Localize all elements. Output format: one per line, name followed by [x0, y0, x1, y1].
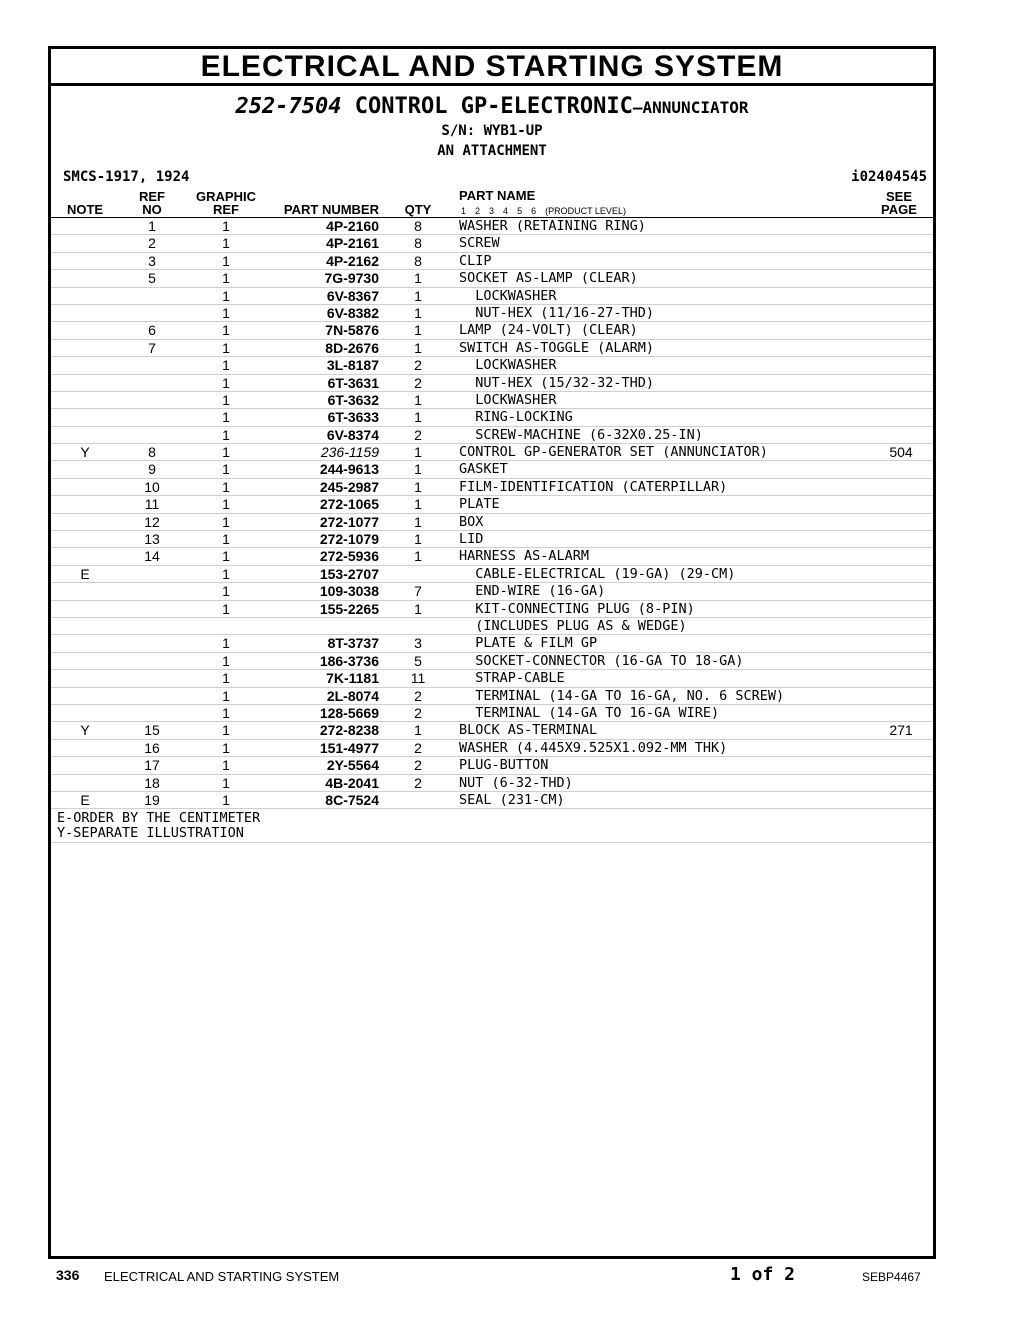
table-row: [51, 305, 933, 322]
illustration-id: i02404545: [851, 169, 927, 185]
row-graphic-ref: 1: [222, 565, 230, 582]
row-part-name: NUT (6-32-THD): [459, 774, 573, 791]
row-part-number: 2L-8074: [326, 687, 379, 704]
row-part-number: 3L-8187: [326, 357, 379, 374]
level-label: (PRODUCT LEVEL): [545, 206, 626, 216]
row-part-name: LID: [459, 531, 484, 548]
row-graphic-ref: 1: [222, 339, 230, 356]
row-part-number: 6T-3632: [327, 391, 379, 408]
row-graphic-ref: 1: [222, 478, 230, 495]
row-ref-no: 11: [144, 496, 160, 513]
row-part-number: 272-5936: [319, 548, 379, 565]
row-qty: 11: [410, 670, 426, 687]
row-part-name: PLATE: [459, 496, 500, 513]
row-qty: 1: [414, 600, 422, 617]
row-qty: 2: [414, 739, 422, 756]
note-line: Y-SEPARATE ILLUSTRATION: [57, 825, 244, 842]
row-ref-no: 18: [144, 774, 160, 791]
row-graphic-ref: 1: [222, 322, 230, 339]
row-part-name: WASHER (RETAINING RING): [459, 218, 646, 234]
row-part-number: 8C-7524: [325, 791, 379, 808]
table-row: [51, 618, 933, 635]
row-qty: 1: [414, 548, 422, 565]
table-row: [51, 775, 933, 792]
row-ref-no: 1: [148, 218, 156, 234]
row-part-number: 272-8238: [319, 722, 379, 739]
row-part-number: 272-1079: [319, 531, 379, 548]
row-qty: 2: [414, 687, 422, 704]
row-graphic-ref: 1: [222, 461, 230, 478]
row-graphic-ref: 1: [222, 287, 230, 304]
row-graphic-ref: 1: [222, 357, 230, 374]
header-graphic-ref: [191, 190, 261, 216]
level-label: 1: [461, 206, 467, 216]
row-part-number: 244-9613: [319, 461, 379, 478]
row-qty: 2: [414, 704, 422, 721]
section-title: ELECTRICAL AND STARTING SYSTEM: [51, 49, 933, 86]
table-row: [51, 514, 933, 531]
row-part-name: STRAP-CABLE: [459, 670, 565, 687]
table-row: [51, 444, 933, 461]
level-label: 3: [489, 206, 495, 216]
row-part-number: 236-1159: [320, 444, 379, 461]
table-row: [51, 375, 933, 392]
group-number: 252-7504: [235, 94, 342, 119]
row-part-name: TERMINAL (14-GA TO 16-GA WIRE): [459, 704, 720, 721]
row-graphic-ref: 1: [222, 496, 230, 513]
row-note: E: [80, 565, 90, 582]
table-row: [51, 722, 933, 739]
group-type: AN ATTACHMENT: [437, 143, 547, 159]
table-row: [51, 479, 933, 496]
row-graphic-ref: 1: [222, 374, 230, 391]
row-part-number: 4P-2160: [326, 218, 379, 234]
table-row: [51, 705, 933, 722]
row-part-name: WASHER (4.445X9.525X1.092-MM THK): [459, 739, 728, 756]
row-part-name: NUT-HEX (11/16-27-THD): [459, 304, 655, 321]
row-part-name: LOCKWASHER: [459, 391, 557, 408]
row-qty: 5: [414, 652, 422, 669]
row-qty: 1: [414, 496, 422, 513]
row-part-number: 6V-8367: [326, 287, 379, 304]
row-ref-no: 10: [144, 478, 160, 495]
row-qty: 7: [414, 583, 422, 600]
table-row: [51, 583, 933, 600]
header-note: NOTE: [66, 202, 104, 217]
row-part-number: 6T-3633: [327, 409, 379, 426]
serial-range: S/N: WYB1-UP: [441, 123, 543, 139]
table-row: [51, 757, 933, 774]
row-graphic-ref: 1: [222, 635, 230, 652]
row-qty: 1: [414, 322, 422, 339]
table-row: [51, 740, 933, 757]
row-qty: 1: [414, 478, 422, 495]
row-part-name: PLUG-BUTTON: [459, 757, 549, 774]
table-row: [51, 357, 933, 374]
row-part-number: 7G-9730: [324, 270, 379, 287]
row-note: E: [80, 791, 90, 808]
row-qty: 3: [414, 635, 422, 652]
row-graphic-ref: 1: [222, 757, 230, 774]
row-ref-no: 2: [148, 235, 156, 252]
row-qty: 1: [414, 513, 422, 530]
row-graphic-ref: 1: [222, 652, 230, 669]
table-row: [51, 288, 933, 305]
row-graphic-ref: 1: [222, 600, 230, 617]
row-qty: 2: [414, 757, 422, 774]
row-part-name: LAMP (24-VOLT) (CLEAR): [459, 322, 638, 339]
row-qty: 1: [414, 461, 422, 478]
table-row: [51, 531, 933, 548]
row-qty: 1: [414, 391, 422, 408]
header-see-page: [871, 190, 927, 216]
table-row: [51, 253, 933, 270]
row-qty: 8: [414, 218, 422, 234]
row-qty: 1: [414, 270, 422, 287]
row-part-number: 186-3736: [319, 652, 379, 669]
table-row: [51, 235, 933, 252]
table-row: [51, 653, 933, 670]
parts-table-body: [51, 218, 933, 809]
table-row: [51, 409, 933, 426]
row-graphic-ref: 1: [222, 444, 230, 461]
row-qty: 2: [414, 426, 422, 443]
row-qty: 1: [414, 722, 422, 739]
row-ref-no: 6: [148, 322, 156, 339]
header-part-number: PART NUMBER: [283, 202, 379, 217]
row-part-name: SWITCH AS-TOGGLE (ALARM): [459, 339, 655, 356]
table-header: [51, 189, 933, 218]
row-part-number: 245-2987: [319, 478, 379, 495]
row-part-name: BLOCK AS-TERMINAL: [459, 722, 598, 739]
row-part-name: RING-LOCKING: [459, 409, 573, 426]
smcs-code: SMCS-1917, 1924: [63, 169, 190, 185]
row-graphic-ref: 1: [222, 409, 230, 426]
note-line: E-ORDER BY THE CENTIMETER: [57, 810, 261, 827]
row-graphic-ref: 1: [222, 391, 230, 408]
row-qty: 1: [414, 339, 422, 356]
table-row: [51, 427, 933, 444]
row-part-name: NUT-HEX (15/32-32-THD): [459, 374, 655, 391]
row-part-number: 128-5669: [319, 704, 379, 721]
row-ref-no: 17: [144, 757, 160, 774]
row-part-number: 8T-3737: [327, 635, 379, 652]
row-graphic-ref: 1: [222, 774, 230, 791]
row-part-number: 4B-2041: [325, 774, 379, 791]
row-part-name: KIT-CONNECTING PLUG (8-PIN): [459, 600, 695, 617]
row-qty: 1: [414, 287, 422, 304]
row-part-name: FILM-IDENTIFICATION (CATERPILLAR): [459, 478, 728, 495]
row-graphic-ref: 1: [222, 722, 230, 739]
row-ref-no: 13: [144, 531, 160, 548]
row-qty: 1: [414, 531, 422, 548]
table-row: [51, 218, 933, 235]
table-row: [51, 392, 933, 409]
row-part-number: 7N-5876: [325, 322, 379, 339]
row-ref-no: 9: [148, 461, 156, 478]
row-graphic-ref: 1: [222, 235, 230, 252]
header-see-line1: SEE: [885, 189, 912, 204]
row-part-number: 109-3038: [319, 583, 379, 600]
row-part-name: LOCKWASHER: [459, 357, 557, 374]
row-part-name: CONTROL GP-GENERATOR SET (ANNUNCIATOR): [459, 444, 768, 461]
row-graphic-ref: 1: [222, 531, 230, 548]
row-part-number: 155-2265: [319, 600, 379, 617]
row-part-name: CLIP: [459, 252, 492, 269]
row-part-name: END-WIRE (16-GA): [459, 583, 606, 600]
row-part-number: 151-4977: [319, 739, 379, 756]
row-part-name: (INCLUDES PLUG AS & WEDGE): [459, 617, 687, 634]
page-frame: [48, 46, 936, 1259]
row-note: Y: [80, 444, 90, 461]
row-note: Y: [80, 722, 90, 739]
row-part-number: 153-2707: [319, 565, 379, 582]
row-graphic-ref: 1: [222, 218, 230, 234]
header-ref-line2: NO: [142, 202, 162, 217]
row-see-page: 271: [889, 722, 913, 739]
row-part-number: 272-1065: [319, 496, 379, 513]
header-see-line2: PAGE: [881, 202, 917, 217]
row-part-name: SCREW: [459, 235, 500, 252]
row-ref-no: 14: [144, 548, 160, 565]
row-ref-no: 3: [148, 252, 156, 269]
header-ref-no: [131, 190, 173, 216]
row-part-name: LOCKWASHER: [459, 287, 557, 304]
row-graphic-ref: 1: [222, 252, 230, 269]
row-qty: 2: [414, 357, 422, 374]
row-qty: 1: [414, 409, 422, 426]
header-ref-line1: REF: [139, 189, 165, 204]
level-label: 4: [503, 206, 509, 216]
table-row: [51, 635, 933, 652]
header-qty: QTY: [404, 202, 432, 217]
row-part-name: PLATE & FILM GP: [459, 635, 598, 652]
row-graphic-ref: 1: [222, 791, 230, 808]
footer-title: ELECTRICAL AND STARTING SYSTEM: [104, 1269, 340, 1284]
row-graphic-ref: 1: [222, 670, 230, 687]
row-graphic-ref: 1: [222, 687, 230, 704]
row-part-number: 6V-8374: [326, 426, 379, 443]
row-ref-no: 15: [144, 722, 160, 739]
row-part-number: 2Y-5564: [326, 757, 379, 774]
row-qty: 1: [414, 304, 422, 321]
row-part-number: 6V-8382: [326, 304, 379, 321]
row-part-number: 7K-1181: [326, 670, 379, 687]
row-ref-no: 16: [144, 739, 160, 756]
table-row: [51, 688, 933, 705]
row-see-page: 504: [889, 444, 913, 461]
row-ref-no: 19: [144, 791, 160, 808]
page-number: 336: [56, 1267, 80, 1283]
row-part-name: CABLE-ELECTRICAL (19-GA) (29-CM): [459, 565, 736, 582]
level-label: 2: [475, 206, 481, 216]
row-part-number: 4P-2162: [326, 252, 379, 269]
table-row: [51, 322, 933, 339]
row-graphic-ref: 1: [222, 426, 230, 443]
row-part-number: 272-1077: [319, 513, 379, 530]
smcs-row: [51, 167, 933, 189]
row-ref-no: 5: [148, 270, 156, 287]
level-label: 6: [531, 206, 537, 216]
group-name: CONTROL GP-ELECTRONIC: [354, 94, 633, 119]
row-graphic-ref: 1: [222, 704, 230, 721]
header-graphic-line2: REF: [213, 202, 239, 217]
notes-block: [51, 809, 933, 843]
row-part-name: SCREW-MACHINE (6-32X0.25-IN): [459, 426, 703, 443]
row-part-name: TERMINAL (14-GA TO 16-GA, NO. 6 SCREW): [459, 687, 785, 704]
table-row: [51, 792, 933, 809]
row-qty: 2: [414, 774, 422, 791]
level-label: 5: [517, 206, 523, 216]
table-row: [51, 566, 933, 583]
row-part-number: 8D-2676: [325, 339, 379, 356]
row-graphic-ref: 1: [222, 739, 230, 756]
document-id: SEBP4467: [862, 1270, 921, 1284]
row-qty: 8: [414, 252, 422, 269]
row-qty: 1: [414, 444, 422, 461]
table-row: [51, 548, 933, 565]
group-title: [51, 94, 933, 121]
page-footer: [0, 1264, 1020, 1288]
row-graphic-ref: 1: [222, 304, 230, 321]
group-subtitle: —ANNUNCIATOR: [632, 98, 749, 117]
table-row: [51, 670, 933, 687]
row-graphic-ref: 1: [222, 583, 230, 600]
row-part-name: HARNESS AS-ALARM: [459, 548, 590, 565]
row-graphic-ref: 1: [222, 270, 230, 287]
table-row: [51, 270, 933, 287]
row-part-number: 6T-3631: [327, 374, 379, 391]
row-ref-no: 7: [148, 339, 156, 356]
row-qty: 2: [414, 374, 422, 391]
row-graphic-ref: 1: [222, 513, 230, 530]
row-part-name: SEAL (231-CM): [459, 791, 565, 808]
table-row: [51, 496, 933, 513]
header-graphic-line1: GRAPHIC: [196, 189, 256, 204]
row-ref-no: 12: [144, 513, 160, 530]
row-part-name: BOX: [459, 513, 484, 530]
row-graphic-ref: 1: [222, 548, 230, 565]
table-row: [51, 461, 933, 478]
row-part-name: GASKET: [459, 461, 508, 478]
row-part-name: SOCKET-CONNECTOR (16-GA TO 18-GA): [459, 652, 744, 669]
header-product-levels: [461, 205, 635, 218]
table-row: [51, 340, 933, 357]
table-row: [51, 601, 933, 618]
row-qty: 8: [414, 235, 422, 252]
row-ref-no: 8: [148, 444, 156, 461]
row-part-number: 4P-2161: [326, 235, 379, 252]
header-part-name: PART NAME: [459, 188, 536, 203]
row-part-name: SOCKET AS-LAMP (CLEAR): [459, 270, 638, 287]
page-of-count: 1 of 2: [730, 1264, 796, 1285]
